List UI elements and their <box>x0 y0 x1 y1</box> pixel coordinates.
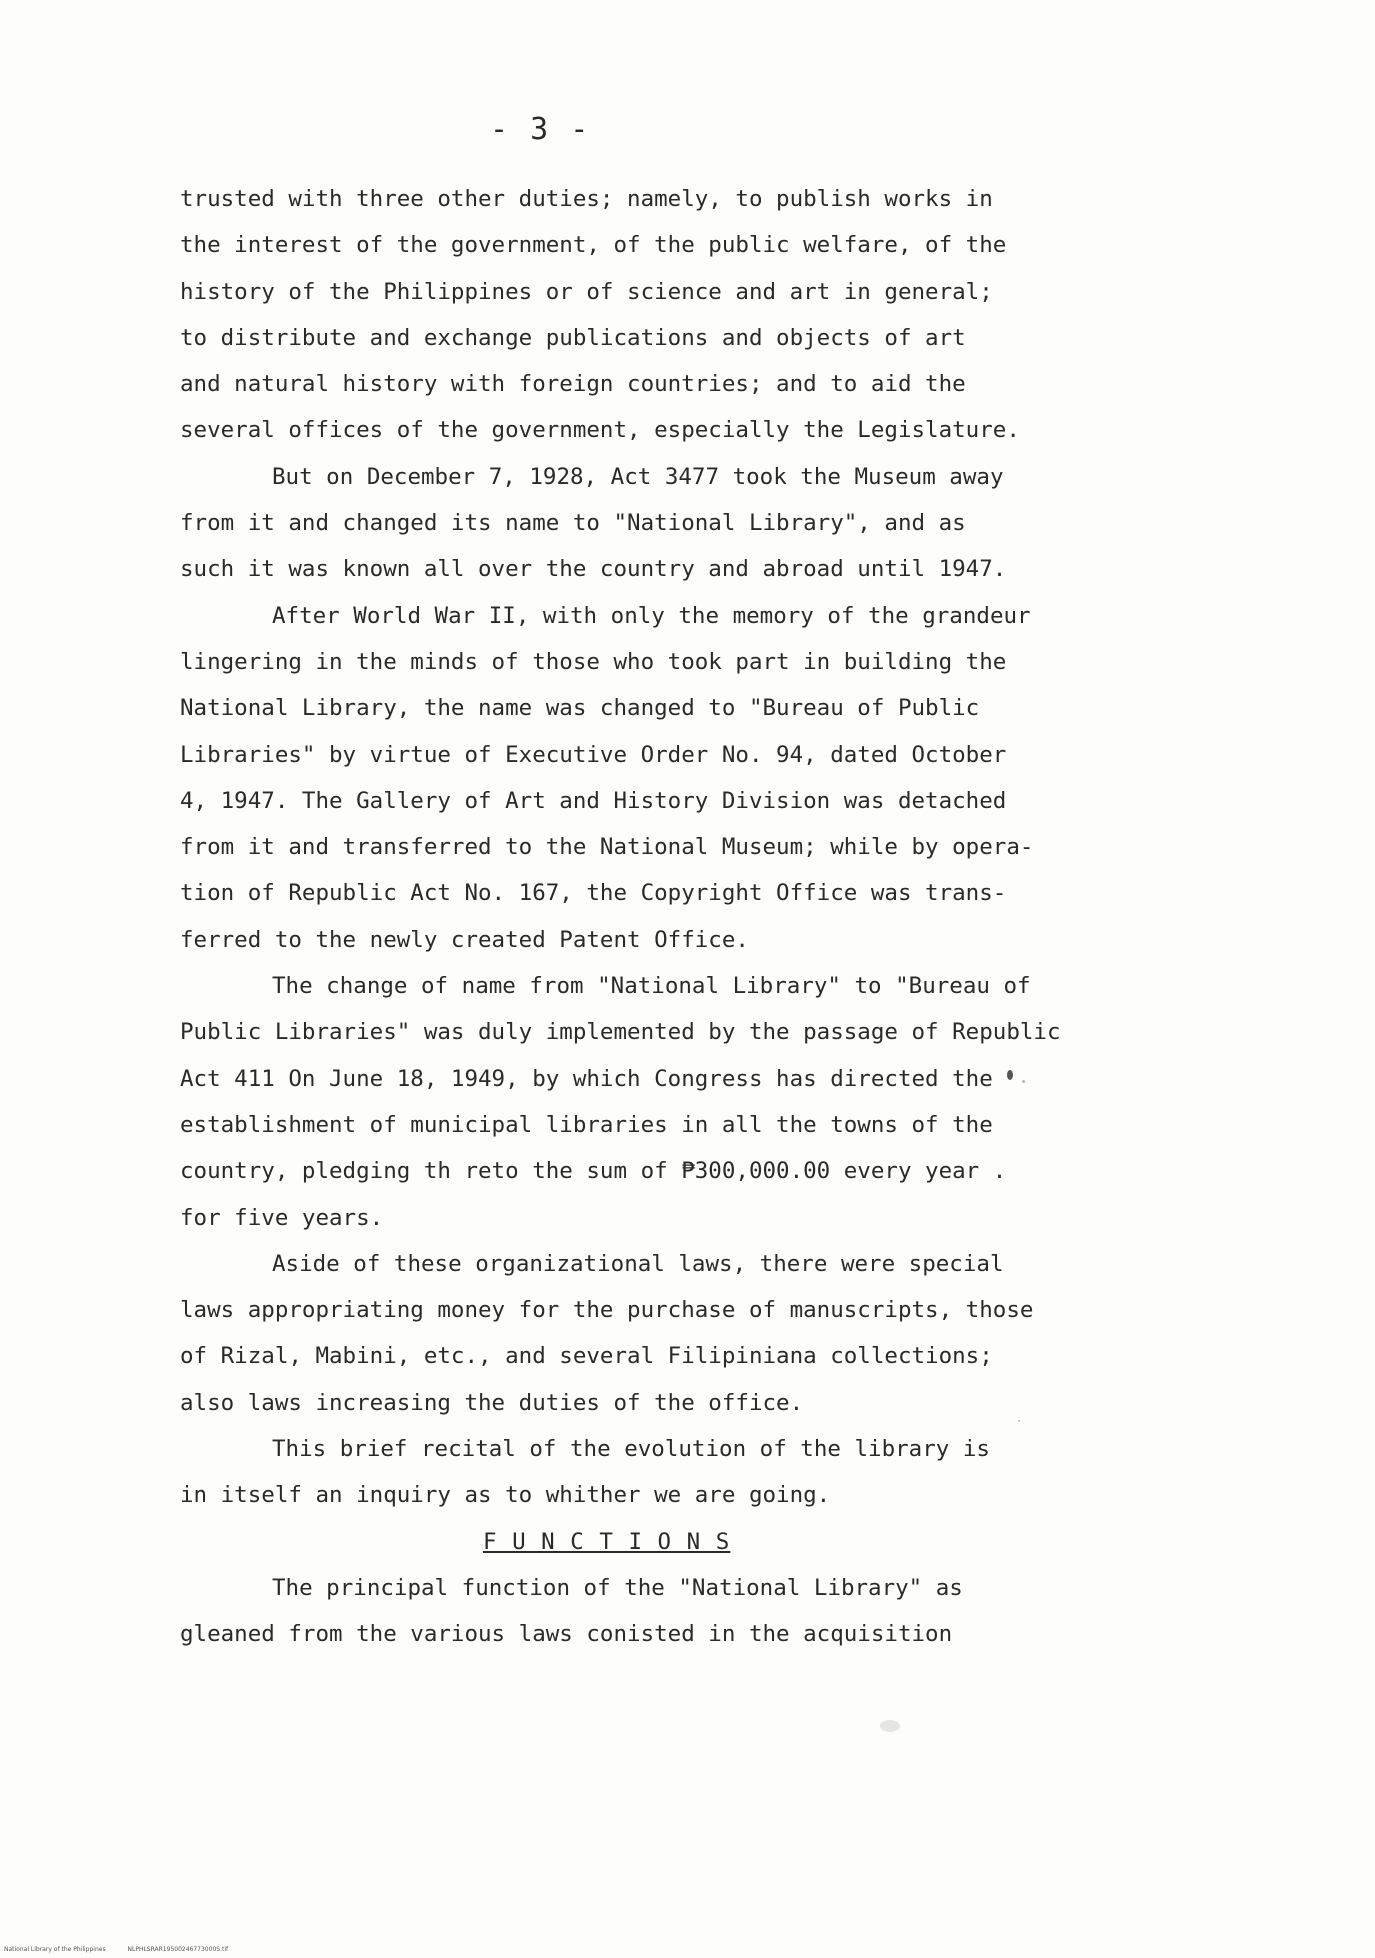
text-line-6: several offices of the government, especially the Legislature. <box>180 417 1020 444</box>
text-line-2: the interest of the government, of the public welfare, of the <box>180 232 1007 259</box>
page-number: - 3 - <box>490 112 591 147</box>
text-line-9: such it was known all over the country and abroad until 1947. <box>180 556 1007 583</box>
scan-speck <box>1018 1420 1020 1422</box>
text-line-3: history of the Philippines or of science and art in general; <box>180 278 993 305</box>
text-line-24: Aside of these organizational laws, there were special <box>272 1250 1004 1277</box>
text-line-12: National Library, the name was changed to "Bureau of Public <box>180 695 980 722</box>
scan-speck <box>1022 1080 1025 1083</box>
text-line-14: 4, 1947. The Gallery of Art and History Division was detached <box>180 787 1007 814</box>
text-line-21: establishment of municipal libraries in all the towns of the <box>180 1111 993 1138</box>
text-line-19: Public Libraries" was duly implemented by the passage of Republic <box>180 1019 1061 1046</box>
text-line-16: tion of Republic Act No. 167, the Copyright Office was trans- <box>180 880 1007 907</box>
text-line-10: After World War II, with only the memory of the grandeur <box>272 602 1031 629</box>
text-line-28: This brief recital of the evolution of the library is <box>272 1436 990 1463</box>
text-line-15: from it and transferred to the National Museum; while by opera- <box>180 834 1034 861</box>
footer-source: National Library of the Philippines <box>4 1946 106 1953</box>
text-line-27: also laws increasing the duties of the office. <box>180 1389 804 1416</box>
text-line-13: Libraries" by virtue of Executive Order No. 94, dated October <box>180 741 1007 768</box>
text-line-20: Act 411 On June 18, 1949, by which Congress has directed the <box>180 1065 993 1092</box>
text-line-18: The change of name from "National Library" to "Bureau of <box>272 973 1031 1000</box>
body-text <box>180 176 1080 1658</box>
text-line-1: trusted with three other duties; namely, to publish works in <box>180 186 993 212</box>
text-line-4: to distribute and exchange publications and objects of art <box>180 324 966 351</box>
text-line-25: laws appropriating money for the purchase of manuscripts, those <box>180 1297 1034 1324</box>
text-line-29: in itself an inquiry as to whither we are going. <box>180 1482 831 1509</box>
text-line-11: lingering in the minds of those who took part in building the <box>180 648 1007 675</box>
footer-file: NLPHLSRAR19500246773000S.tif <box>127 1946 229 1953</box>
text-line-8: from it and changed its name to "National Library", and as <box>180 510 966 537</box>
text-line-17: ferred to the newly created Patent Office. <box>180 926 749 953</box>
text-line-5: and natural history with foreign countries; and to aid the <box>180 371 966 398</box>
text-line-31: gleaned from the various laws conisted in the acquisition <box>180 1621 953 1648</box>
text-line-23: for five years. <box>180 1204 384 1231</box>
scan-speck <box>1007 1070 1013 1080</box>
text-line-26: of Rizal, Mabini, etc., and several Filipiniana collections; <box>180 1343 993 1370</box>
section-heading-functions: F U N C T I O N S <box>483 1528 731 1555</box>
text-line-30: The principal function of the "National Library" as <box>272 1574 963 1601</box>
scan-speck <box>880 1720 900 1732</box>
footer <box>4 1946 248 1953</box>
text-line-22: country, pledging th reto the sum of ₱300,000.00 every year . <box>180 1158 1007 1185</box>
text-line-7: But on December 7, 1928, Act 3477 took the Museum away <box>272 463 1004 490</box>
